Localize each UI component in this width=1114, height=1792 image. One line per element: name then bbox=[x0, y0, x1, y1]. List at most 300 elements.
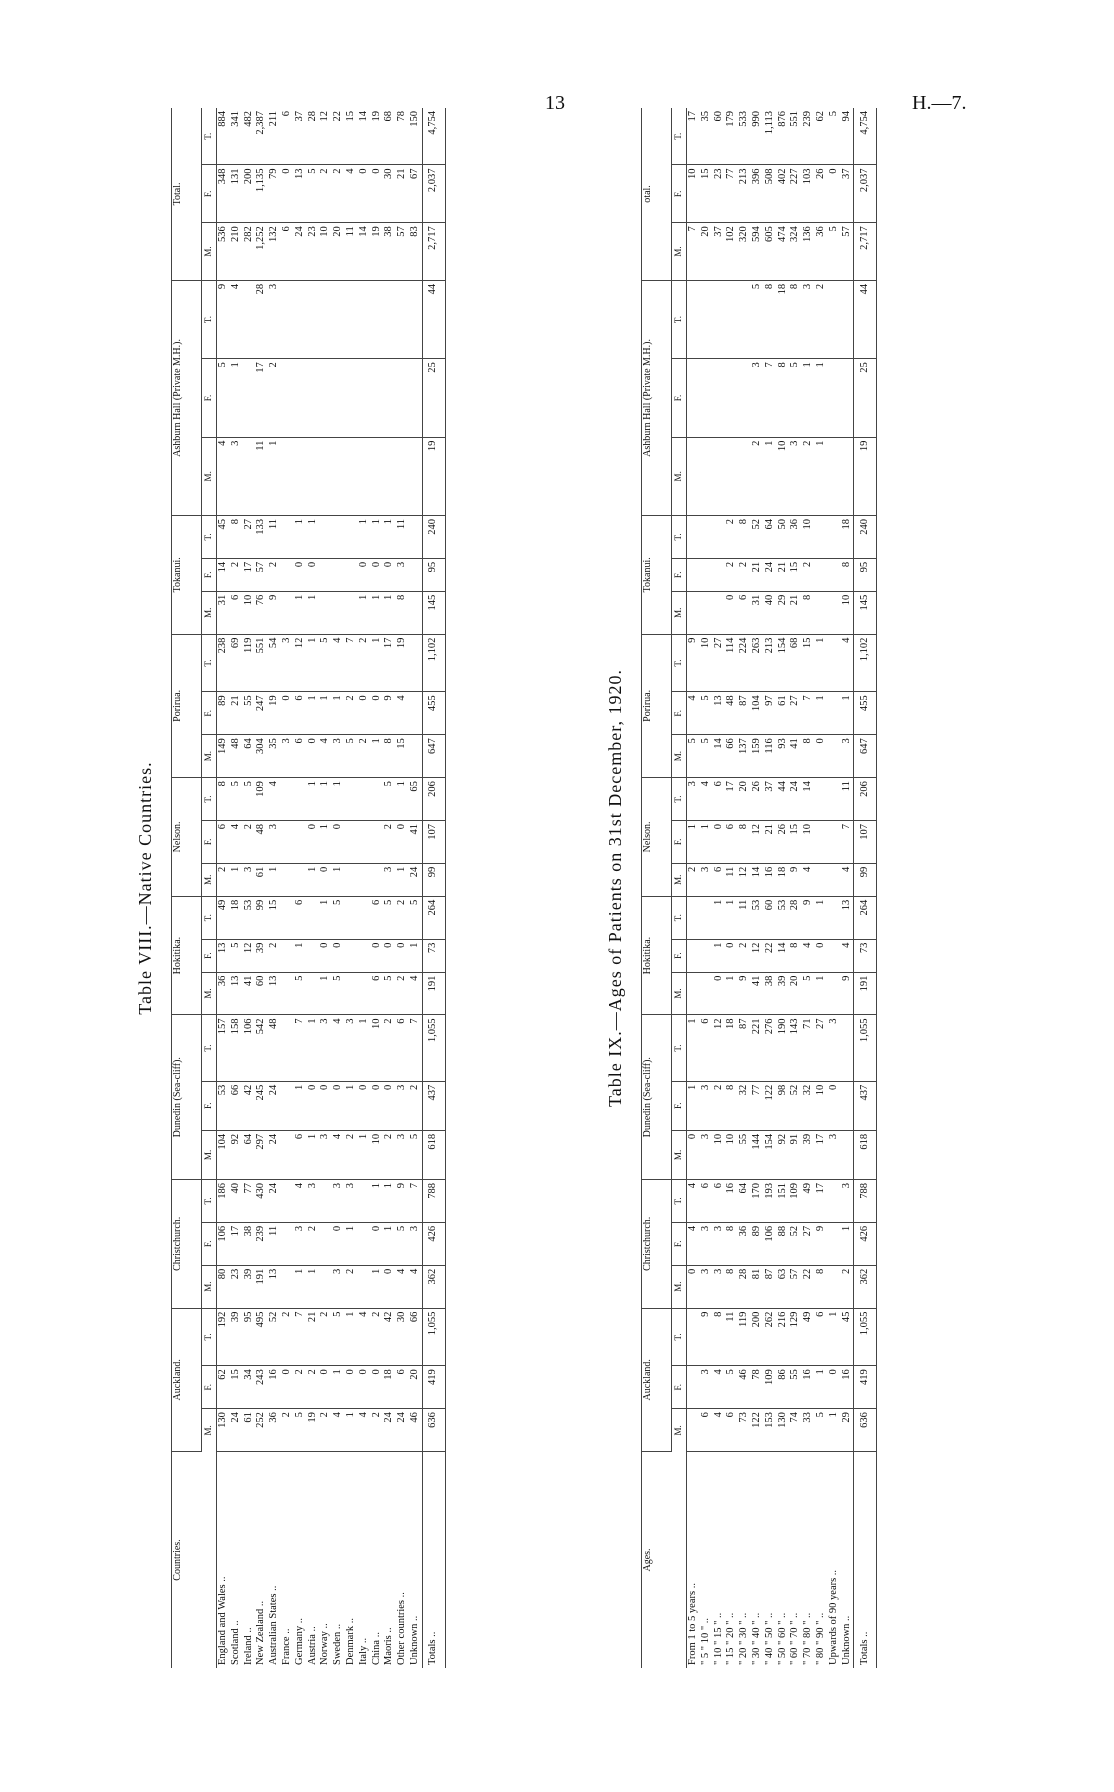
table-cell: 5 bbox=[243, 778, 256, 821]
table-row bbox=[738, 108, 751, 1668]
table-cell bbox=[700, 359, 713, 437]
table-cell: 42 bbox=[243, 1081, 256, 1130]
table-cell: 0 bbox=[383, 1081, 396, 1130]
table-cell: 21 bbox=[230, 692, 243, 735]
table-cell: 1 bbox=[307, 1130, 320, 1179]
subcolumn-header: M. bbox=[672, 863, 687, 896]
table-cell: 1 bbox=[700, 820, 713, 863]
table-cell: 1 bbox=[307, 591, 320, 634]
table-cell: 19 bbox=[268, 692, 281, 735]
table-cell: 0 bbox=[713, 820, 726, 863]
table-cell: 77 bbox=[243, 1180, 256, 1223]
table-cell: 0 bbox=[371, 1081, 384, 1130]
table-cell bbox=[307, 280, 320, 358]
table-cell: 6 bbox=[815, 1308, 828, 1366]
table-cell: 41 bbox=[789, 735, 802, 778]
table-cell: 21 bbox=[751, 558, 764, 591]
table-cell: 3 bbox=[687, 778, 700, 821]
table-cell: 104 bbox=[217, 1130, 230, 1179]
table-cell: 1 bbox=[802, 359, 815, 437]
table-cell bbox=[281, 515, 294, 558]
subcolumn-header: T. bbox=[202, 1180, 217, 1223]
table-cell: 20 bbox=[738, 778, 751, 821]
table-cell: 8 bbox=[738, 515, 751, 558]
table-row bbox=[383, 108, 396, 1668]
table-cell: 3 bbox=[396, 1130, 409, 1179]
table-cell: 4 bbox=[841, 863, 854, 896]
table-cell: 28 bbox=[738, 1265, 751, 1308]
row-label: " 30 " 40 " .. bbox=[750, 1612, 762, 1665]
table-cell: 2 bbox=[738, 939, 751, 972]
table-cell: 297 bbox=[255, 1130, 268, 1179]
table-cell: 2 bbox=[738, 558, 751, 591]
table-cell bbox=[281, 1015, 294, 1081]
table-cell bbox=[725, 437, 738, 515]
table-cell: 0 bbox=[358, 1366, 371, 1409]
table-cell: 19 bbox=[307, 1409, 320, 1452]
table-cell: 73 bbox=[738, 1409, 751, 1452]
subcolumn-header: T. bbox=[672, 515, 687, 558]
table-cell: 3 bbox=[243, 863, 256, 896]
table-cell: 2 bbox=[281, 1308, 294, 1366]
table-cell: 2 bbox=[345, 1265, 358, 1308]
table-cell: 1 bbox=[815, 437, 828, 515]
subcolumn-header: F. bbox=[672, 558, 687, 591]
table-cell: 12 bbox=[751, 820, 764, 863]
table-cell bbox=[828, 896, 841, 939]
table-cell: 30 bbox=[396, 1308, 409, 1366]
table-cell: 41 bbox=[243, 972, 256, 1015]
table-cell: 10 bbox=[802, 820, 815, 863]
table-cell: 5 bbox=[345, 735, 358, 778]
table-cell: 1 bbox=[687, 1015, 700, 1081]
table-cell bbox=[281, 1180, 294, 1223]
totals-cell: 240 bbox=[422, 515, 445, 558]
table-cell: 49 bbox=[802, 1180, 815, 1223]
table-cell: 154 bbox=[777, 634, 790, 692]
table-cell: 17 bbox=[230, 1222, 243, 1265]
table-cell: 542 bbox=[255, 1015, 268, 1081]
table-cell: 2 bbox=[383, 820, 396, 863]
table-cell bbox=[332, 515, 345, 558]
table-cell: 533 bbox=[738, 108, 751, 165]
table-cell: 119 bbox=[243, 634, 256, 692]
table-cell bbox=[358, 280, 371, 358]
table-cell: 6 bbox=[217, 820, 230, 863]
table-cell: 0 bbox=[319, 1081, 332, 1130]
table-cell bbox=[828, 515, 841, 558]
table-cell: 18 bbox=[383, 1366, 396, 1409]
table-cell: 5 bbox=[725, 1366, 738, 1409]
table-cell bbox=[409, 280, 422, 358]
table-cell: 24 bbox=[396, 1409, 409, 1452]
table-cell: 21 bbox=[396, 165, 409, 223]
table-cell: 0 bbox=[319, 863, 332, 896]
table-cell: 1,113 bbox=[764, 108, 777, 165]
table-cell: 190 bbox=[777, 1015, 790, 1081]
table-cell: 5 bbox=[789, 359, 802, 437]
table-cell: 6 bbox=[294, 1130, 307, 1179]
table-cell: 27 bbox=[789, 692, 802, 735]
table-cell: 11 bbox=[725, 1308, 738, 1366]
table-cell bbox=[345, 359, 358, 437]
table-cell: 2 bbox=[713, 1081, 726, 1130]
totals-cell: 788 bbox=[854, 1180, 877, 1223]
table-cell: 7 bbox=[345, 634, 358, 692]
table-cell: 57 bbox=[789, 1265, 802, 1308]
table-cell: 28 bbox=[307, 108, 320, 165]
table-cell: 24 bbox=[230, 1409, 243, 1452]
table-cell: 14 bbox=[777, 939, 790, 972]
table-cell: 282 bbox=[243, 223, 256, 281]
table-cell: 36 bbox=[738, 1222, 751, 1265]
table-cell: 3 bbox=[396, 1081, 409, 1130]
table-cell: 93 bbox=[777, 735, 790, 778]
table-cell: 53 bbox=[751, 896, 764, 939]
table-cell: 3 bbox=[713, 1222, 726, 1265]
column-group-header: Dunedin (Sea-cliff). bbox=[642, 1015, 672, 1180]
table-cell: 122 bbox=[764, 1081, 777, 1130]
table-cell: 13 bbox=[713, 692, 726, 735]
table-cell: 114 bbox=[725, 634, 738, 692]
table-cell: 129 bbox=[789, 1308, 802, 1366]
table-cell: 4 bbox=[802, 939, 815, 972]
table-cell: 21 bbox=[307, 1308, 320, 1366]
table-cell: 18 bbox=[230, 896, 243, 939]
table-cell: 153 bbox=[764, 1409, 777, 1452]
subcolumn-header: F. bbox=[202, 359, 217, 437]
totals-cell: 1,102 bbox=[422, 634, 445, 692]
table-cell: 4 bbox=[294, 1180, 307, 1223]
table-cell: 40 bbox=[230, 1180, 243, 1223]
table-cell: 7 bbox=[764, 359, 777, 437]
table-cell: 8 bbox=[815, 1265, 828, 1308]
table-cell: 1 bbox=[294, 1081, 307, 1130]
table-cell: 4 bbox=[700, 778, 713, 821]
table-cell: 12 bbox=[751, 939, 764, 972]
table-cell: 221 bbox=[751, 1015, 764, 1081]
table-cell: 5 bbox=[815, 1409, 828, 1452]
table-cell: 9 bbox=[815, 1222, 828, 1265]
totals-cell: 455 bbox=[854, 692, 877, 735]
table-cell: 245 bbox=[255, 1081, 268, 1130]
totals-cell: 1,055 bbox=[422, 1015, 445, 1081]
table-viii-title: Table VIII.—Native Countries. bbox=[135, 761, 155, 1015]
table-cell bbox=[828, 437, 841, 515]
table-cell bbox=[281, 939, 294, 972]
row-label: Unknown .. bbox=[840, 1615, 852, 1665]
table-cell: 11 bbox=[345, 223, 358, 281]
totals-cell: 4,754 bbox=[422, 108, 445, 165]
row-label: Australian States .. bbox=[268, 1585, 280, 1665]
table-cell: 10 bbox=[841, 591, 854, 634]
table-cell: 224 bbox=[738, 634, 751, 692]
table-cell bbox=[687, 280, 700, 358]
table-cell bbox=[281, 280, 294, 358]
table-cell: 1 bbox=[383, 591, 396, 634]
table-cell: 0 bbox=[332, 820, 345, 863]
table-cell: 15 bbox=[789, 558, 802, 591]
table-cell: 2 bbox=[281, 1409, 294, 1452]
table-cell: 216 bbox=[777, 1308, 790, 1366]
table-cell: 247 bbox=[255, 692, 268, 735]
table-cell: 3 bbox=[319, 1130, 332, 1179]
totals-cell: 206 bbox=[422, 778, 445, 821]
table-cell: 0 bbox=[307, 820, 320, 863]
table-row bbox=[713, 108, 726, 1668]
table-cell: 192 bbox=[217, 1308, 230, 1366]
totals-cell: 19 bbox=[854, 437, 877, 515]
table-cell bbox=[687, 558, 700, 591]
table-row bbox=[396, 108, 409, 1668]
subcolumn-header: M. bbox=[202, 863, 217, 896]
column-group-header: Christchurch. bbox=[642, 1180, 672, 1309]
table-cell: 1 bbox=[687, 820, 700, 863]
table-cell bbox=[828, 359, 841, 437]
table-cell: 1 bbox=[358, 1015, 371, 1081]
table-cell: 5 bbox=[700, 735, 713, 778]
table-cell: 0 bbox=[307, 1081, 320, 1130]
table-cell: 9 bbox=[268, 591, 281, 634]
table-cell: 15 bbox=[396, 735, 409, 778]
table-cell: 2 bbox=[841, 1265, 854, 1308]
table-cell bbox=[815, 591, 828, 634]
table-row bbox=[319, 108, 332, 1668]
table-cell: 1 bbox=[332, 778, 345, 821]
table-cell: 4 bbox=[396, 1265, 409, 1308]
totals-cell: 73 bbox=[854, 939, 877, 972]
table-cell bbox=[332, 280, 345, 358]
table-cell: 0 bbox=[281, 165, 294, 223]
table-cell: 6 bbox=[396, 1366, 409, 1409]
table-cell: 6 bbox=[294, 692, 307, 735]
table-cell bbox=[713, 280, 726, 358]
table-cell: 1 bbox=[371, 634, 384, 692]
row-label: Upwards of 90 years .. bbox=[827, 1569, 839, 1665]
totals-cell: 19 bbox=[422, 437, 445, 515]
table-cell bbox=[358, 778, 371, 821]
table-cell bbox=[383, 280, 396, 358]
table-cell: 4 bbox=[358, 1409, 371, 1452]
table-cell bbox=[687, 972, 700, 1015]
table-cell bbox=[815, 778, 828, 821]
column-group-header: Hokitika. bbox=[172, 896, 202, 1015]
table-cell: 6 bbox=[396, 1015, 409, 1081]
table-cell: 2 bbox=[268, 939, 281, 972]
table-cell: 66 bbox=[230, 1081, 243, 1130]
table-cell: 200 bbox=[751, 1308, 764, 1366]
totals-cell: 2,717 bbox=[854, 223, 877, 281]
table-cell: 10 bbox=[243, 591, 256, 634]
table-cell: 11 bbox=[396, 515, 409, 558]
table-row bbox=[243, 108, 256, 1668]
row-label: " 10 " 15 " .. bbox=[712, 1612, 724, 1665]
table-cell: 83 bbox=[409, 223, 422, 281]
subcolumn-header: F. bbox=[202, 1366, 217, 1409]
table-cell: 191 bbox=[255, 1265, 268, 1308]
column-group-header: Dunedin (Sea-cliff). bbox=[172, 1015, 202, 1180]
table-cell: 605 bbox=[764, 223, 777, 281]
table-cell bbox=[319, 1180, 332, 1223]
table-cell: 154 bbox=[764, 1130, 777, 1179]
table-cell: 64 bbox=[738, 1180, 751, 1223]
table-cell: 13 bbox=[230, 972, 243, 1015]
subcolumn-header: F. bbox=[672, 1366, 687, 1409]
row-label: From 1 to 5 years .. bbox=[687, 1583, 698, 1665]
table-cell bbox=[828, 820, 841, 863]
table-cell: 7 bbox=[294, 1015, 307, 1081]
table-cell: 132 bbox=[268, 223, 281, 281]
table-cell: 15 bbox=[789, 820, 802, 863]
table-cell bbox=[345, 939, 358, 972]
table-cell: 11 bbox=[725, 863, 738, 896]
table-cell: 31 bbox=[751, 591, 764, 634]
table-cell bbox=[243, 280, 256, 358]
table-cell bbox=[345, 972, 358, 1015]
table-cell: 0 bbox=[371, 1366, 384, 1409]
table-cell: 1 bbox=[815, 359, 828, 437]
table-cell: 3 bbox=[396, 558, 409, 591]
table-cell bbox=[281, 972, 294, 1015]
table-cell: 10 bbox=[371, 1130, 384, 1179]
table-cell: 8 bbox=[383, 735, 396, 778]
table-cell: 200 bbox=[243, 165, 256, 223]
table-cell: 1 bbox=[725, 972, 738, 1015]
totals-cell: 437 bbox=[854, 1081, 877, 1130]
table-cell bbox=[738, 280, 751, 358]
table-cell: 24 bbox=[764, 558, 777, 591]
table-cell bbox=[358, 820, 371, 863]
table-cell: 1 bbox=[371, 1180, 384, 1223]
table-cell: 69 bbox=[230, 634, 243, 692]
subcolumn-header: F. bbox=[672, 1222, 687, 1265]
table-cell: 65 bbox=[409, 778, 422, 821]
table-cell: 5 bbox=[383, 896, 396, 939]
table-cell: 551 bbox=[789, 108, 802, 165]
table-cell bbox=[358, 1265, 371, 1308]
row-label: China .. bbox=[370, 1632, 382, 1665]
table-cell bbox=[383, 359, 396, 437]
table-cell: 20 bbox=[789, 972, 802, 1015]
table-cell: 6 bbox=[725, 820, 738, 863]
table-cell: 3 bbox=[700, 1081, 713, 1130]
subcolumn-header: M. bbox=[202, 1409, 217, 1452]
table-cell: 0 bbox=[383, 558, 396, 591]
totals-label: Totals .. bbox=[422, 1452, 445, 1669]
table-cell: 18 bbox=[841, 515, 854, 558]
table-cell: 20 bbox=[700, 223, 713, 281]
table-cell: 57 bbox=[396, 223, 409, 281]
totals-cell: 1,055 bbox=[854, 1308, 877, 1366]
row-label: " 80 " 90 " .. bbox=[814, 1612, 826, 1665]
table-cell bbox=[841, 437, 854, 515]
table-cell: 53 bbox=[217, 1081, 230, 1130]
subcolumn-header: F. bbox=[202, 1081, 217, 1130]
table-cell: 1 bbox=[371, 515, 384, 558]
table-cell: 11 bbox=[255, 437, 268, 515]
table-cell bbox=[828, 591, 841, 634]
table-cell: 6 bbox=[294, 735, 307, 778]
table-cell: 52 bbox=[268, 1308, 281, 1366]
table-cell: 40 bbox=[764, 591, 777, 634]
subcolumn-header: M. bbox=[672, 223, 687, 281]
table-cell: 8 bbox=[725, 1081, 738, 1130]
table-cell bbox=[700, 972, 713, 1015]
table-cell bbox=[396, 280, 409, 358]
table-cell: 119 bbox=[738, 1308, 751, 1366]
table-cell: 430 bbox=[255, 1180, 268, 1223]
table-cell: 1 bbox=[230, 359, 243, 437]
table-cell: 46 bbox=[738, 1366, 751, 1409]
table-cell: 27 bbox=[713, 634, 726, 692]
subcolumn-header: F. bbox=[672, 692, 687, 735]
table-cell bbox=[371, 280, 384, 358]
table-cell bbox=[409, 735, 422, 778]
table-cell: 49 bbox=[802, 1308, 815, 1366]
table-cell: 77 bbox=[725, 165, 738, 223]
totals-cell: 4,754 bbox=[854, 108, 877, 165]
table-cell: 9 bbox=[396, 1180, 409, 1223]
table-cell: 179 bbox=[725, 108, 738, 165]
table-cell: 28 bbox=[255, 280, 268, 358]
table-row bbox=[307, 108, 320, 1668]
row-label: France .. bbox=[280, 1628, 292, 1665]
table-cell: 3 bbox=[345, 1180, 358, 1223]
table-cell: 1 bbox=[815, 972, 828, 1015]
table-cell bbox=[243, 437, 256, 515]
table-cell: 68 bbox=[383, 108, 396, 165]
table-cell: 7 bbox=[409, 1180, 422, 1223]
table-cell: 8 bbox=[789, 939, 802, 972]
table-cell: 52 bbox=[789, 1222, 802, 1265]
table-cell: 1 bbox=[319, 692, 332, 735]
table-cell: 80 bbox=[217, 1265, 230, 1308]
table-row bbox=[777, 108, 790, 1668]
table-cell: 4 bbox=[687, 1222, 700, 1265]
table-cell: 1 bbox=[371, 735, 384, 778]
table-cell: 87 bbox=[738, 1015, 751, 1081]
table-cell: 276 bbox=[764, 1015, 777, 1081]
table-cell: 19 bbox=[371, 108, 384, 165]
table-cell: 0 bbox=[358, 1081, 371, 1130]
table-cell: 64 bbox=[764, 515, 777, 558]
table-cell: 22 bbox=[332, 108, 345, 165]
table-cell: 20 bbox=[332, 223, 345, 281]
table-cell bbox=[371, 437, 384, 515]
table-cell bbox=[345, 437, 358, 515]
table-cell: 12 bbox=[738, 863, 751, 896]
table-cell: 17 bbox=[725, 778, 738, 821]
table-cell: 1 bbox=[687, 1081, 700, 1130]
table-cell: 1 bbox=[294, 939, 307, 972]
table-cell: 210 bbox=[230, 223, 243, 281]
table-row bbox=[371, 108, 384, 1668]
totals-cell: 426 bbox=[422, 1222, 445, 1265]
table-cell: 21 bbox=[764, 820, 777, 863]
table-cell: 18 bbox=[777, 280, 790, 358]
table-cell bbox=[713, 515, 726, 558]
table-cell: 2 bbox=[751, 437, 764, 515]
table-cell: 66 bbox=[725, 735, 738, 778]
table-cell bbox=[371, 778, 384, 821]
table-cell bbox=[828, 692, 841, 735]
table-cell: 131 bbox=[230, 165, 243, 223]
subcolumn-header: M. bbox=[672, 1265, 687, 1308]
table-cell: 3 bbox=[802, 280, 815, 358]
table-cell bbox=[332, 591, 345, 634]
table-cell: 0 bbox=[828, 165, 841, 223]
table-cell: 4 bbox=[713, 1409, 726, 1452]
